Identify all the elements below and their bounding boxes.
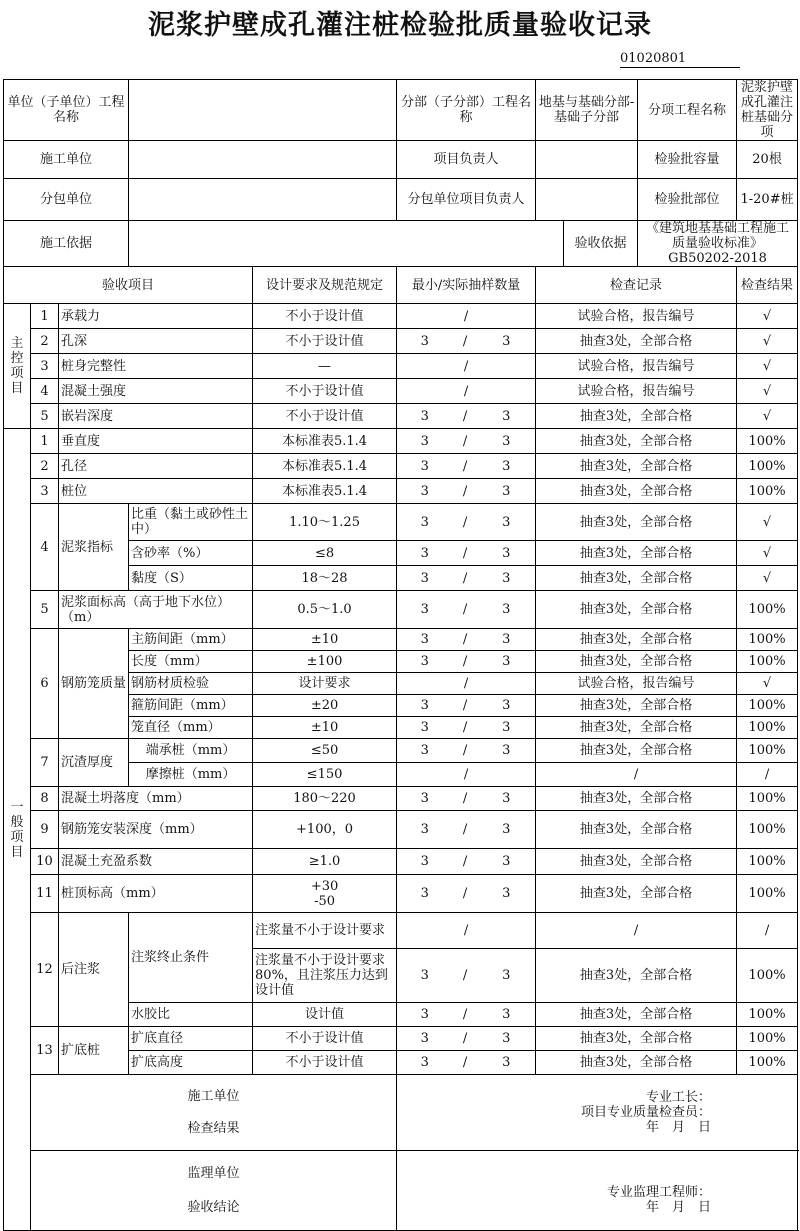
division-value: 地基与基础分部-基础子分部: [536, 80, 638, 141]
table-row: 扩底高度 不小于设计值 3 / 3 抽查3处，全部合格 100%: [4, 1051, 798, 1075]
sub-pm-label: 分包单位项目负责人: [397, 179, 536, 221]
general-label: 一般项目: [4, 429, 31, 1231]
page-title: 泥浆护壁成孔灌注桩检验批质量验收记录: [148, 10, 652, 41]
acceptance-label: 验收依据: [564, 221, 638, 267]
table-row: 10 混凝土充盈系数 ≥1.0 3 / 3 抽查3处，全部合格 100%: [4, 849, 798, 875]
table-row: 5 泥浆面标高（高于地下水位）（m） 0.5～1.0 3 / 3 抽查3处，全部合格 100%: [4, 591, 798, 629]
pm-value: [536, 141, 638, 179]
table-row: 钢筋材质检验 设计要求 / 试验合格，报告编号 √: [4, 673, 798, 695]
table-row: 3 桩位 本标准表5.1.4 3 / 3 抽查3处，全部合格 100%: [4, 479, 798, 504]
sub-pm-value: [536, 179, 638, 221]
location-label: 检验批部位: [638, 179, 737, 221]
contractor-result-row: [4, 1075, 798, 1151]
header-row-basis: [4, 221, 798, 267]
engineer-label: 专业监理工程师：: [607, 1184, 712, 1200]
contractor-value: [129, 141, 397, 179]
inspector-label: 项目专业质量检查员：: [581, 1105, 712, 1120]
table-row: 笼直径（mm） ±10 3 / 3 抽查3处，全部合格 100%: [4, 717, 798, 739]
table-row: 6 钢筋笼质量 主筋间距（mm） ±10 3 / 3 抽查3处，全部合格 100%: [4, 629, 798, 651]
contractor-label: 施工单位: [4, 141, 129, 179]
table-row: 含砂率（%） ≤8 3 / 3 抽查3处，全部合格 √: [4, 541, 798, 566]
table-row: 8 混凝土坍落度（mm） 180～220 3 / 3 抽查3处，全部合格 100%: [4, 787, 798, 811]
sub-value: [129, 179, 397, 221]
col-item: 验收项目: [4, 267, 253, 304]
date-1: 年 月 日: [646, 1120, 712, 1135]
contractor-signature-area: [397, 1075, 798, 1151]
main-control-label: 主控项目: [4, 304, 31, 429]
unit-label: 单位（子单位）工程名称: [4, 80, 129, 141]
table-row: 2 孔径 本标准表5.1.4 3 / 3 抽查3处，全部合格 100%: [4, 454, 798, 479]
table-row: 注浆量不小于设计要求80%，且注浆压力达到设计值 3 / 3 抽查3处，全部合格 100%: [4, 949, 798, 1003]
header-row-contractor: [4, 141, 798, 179]
table-row: 9 钢筋笼安装深度（mm） +100，0 3 / 3 抽查3处，全部合格 100%: [4, 811, 798, 849]
subitem-value: 泥浆护壁成孔灌注桩基础分项: [737, 80, 798, 141]
table-row: 黏度（S） 18～28 3 / 3 抽查3处，全部合格 √: [4, 566, 798, 591]
foreman-label: 专业工长：: [646, 1090, 712, 1105]
capacity-label: 检验批容量: [638, 141, 737, 179]
basis-label: 施工依据: [4, 221, 129, 267]
column-header-row: [4, 267, 798, 304]
location-value: 1-20#桩: [737, 179, 798, 221]
supervisor-label-2: 验收结论: [187, 1199, 240, 1215]
table-row: 水胶比 设计值 3 / 3 抽查3处，全部合格 100%: [4, 1003, 798, 1027]
table-row: 5 嵌岩深度 不小于设计值 3 / 3 抽查3处，全部合格 √: [4, 404, 798, 429]
table-row: 12 后注浆 注浆终止条件 注浆量不小于设计要求 / / /: [4, 913, 798, 949]
capacity-value: 20根: [737, 141, 798, 179]
supervisor-conclusion-row: [4, 1151, 798, 1231]
col-result: 检查结果: [737, 267, 798, 304]
table-row: 3 桩身完整性 — / 试验合格，报告编号 √: [4, 354, 798, 379]
date-2: 年 月 日: [646, 1199, 712, 1215]
header-row-unit: [4, 80, 798, 141]
acceptance-value: 《建筑地基基础工程施工质量验收标准》GB50202-2018: [638, 221, 798, 267]
col-spec: 设计要求及规范规定: [253, 267, 397, 304]
unit-value: [129, 80, 397, 141]
table-row: 摩擦桩（mm） ≤150 / / /: [4, 763, 798, 787]
contractor-result-label-2: 检查结果: [187, 1120, 240, 1136]
supervisor-signature-area: [397, 1151, 798, 1231]
table-row: 一般项目 1 垂直度 本标准表5.1.4 3 / 3 抽查3处，全部合格 100%: [4, 429, 798, 454]
contractor-result-label-1: 施工单位: [187, 1088, 240, 1104]
col-record: 检查记录: [536, 267, 737, 304]
table-row: 主控项目 1 承载力 不小于设计值 / 试验合格，报告编号 √: [4, 304, 798, 329]
table-row: 7 沉渣厚度 端承桩（mm） ≤50 3 / 3 抽查3处，全部合格 100%: [4, 739, 798, 763]
division-label: 分部（子分部）工程名称: [397, 80, 536, 141]
table-row: 长度（mm） ±100 3 / 3 抽查3处，全部合格 100%: [4, 651, 798, 673]
col-sample: 最小/实际抽样数量: [397, 267, 536, 304]
table-row: 4 泥浆指标 比重（黏土或砂性土中） 1.10～1.25 3 / 3 抽查3处，全部合格 √: [4, 504, 798, 541]
supervisor-label-1: 监理单位: [187, 1165, 240, 1181]
pm-label: 项目负责人: [397, 141, 536, 179]
header-row-sub: [4, 179, 798, 221]
table-row: 13 扩底桩 扩底直径 不小于设计值 3 / 3 抽查3处，全部合格 100%: [4, 1027, 798, 1051]
acceptance-record-table: [3, 79, 798, 1231]
table-row: 4 混凝土强度 不小于设计值 / 试验合格，报告编号 √: [4, 379, 798, 404]
sub-label: 分包单位: [4, 179, 129, 221]
table-row: 2 孔深 不小于设计值 3 / 3 抽查3处，全部合格 √: [4, 329, 798, 354]
form-code: 01020801: [620, 50, 740, 68]
table-row: 11 桩顶标高（mm） +30 -50 3 / 3 抽查3处，全部合格 100%: [4, 875, 798, 913]
table-row: 箍筋间距（mm） ±20 3 / 3 抽查3处，全部合格 100%: [4, 695, 798, 717]
subitem-label: 分项工程名称: [638, 80, 737, 141]
basis-value: [129, 221, 564, 267]
